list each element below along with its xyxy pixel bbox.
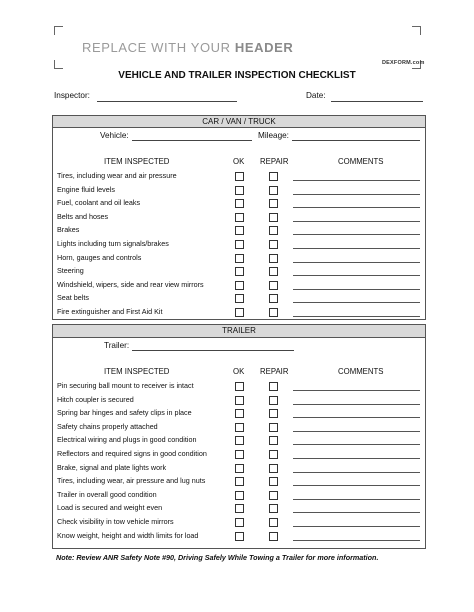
item-label: Engine fluid levels [57, 184, 115, 194]
repair-checkbox[interactable] [269, 423, 278, 432]
comment-field[interactable] [293, 526, 420, 527]
ok-checkbox[interactable] [235, 436, 244, 445]
page-title: VEHICLE AND TRAILER INSPECTION CHECKLIST [118, 70, 356, 81]
item-label: Tires, including wear, air pressure and lug nuts [57, 476, 206, 486]
repair-checkbox[interactable] [269, 308, 278, 317]
repair-checkbox[interactable] [269, 226, 278, 235]
footer-note: Note: Review ANR Safety Note #90, Driving Safely While Towing a Trailer for more information. [56, 553, 379, 562]
item-label: Electrical wiring and plugs in good condition [57, 435, 197, 445]
comment-field[interactable] [293, 180, 420, 181]
comment-field[interactable] [293, 485, 420, 486]
ok-checkbox[interactable] [235, 199, 244, 208]
col-comments: COMMENTS [338, 367, 384, 376]
repair-checkbox[interactable] [269, 396, 278, 405]
comment-field[interactable] [293, 390, 420, 391]
comment-field[interactable] [293, 234, 420, 235]
comment-field[interactable] [293, 316, 420, 317]
col-comments: COMMENTS [338, 157, 384, 166]
comment-field[interactable] [293, 221, 420, 222]
comment-field[interactable] [293, 207, 420, 208]
ok-checkbox[interactable] [235, 281, 244, 290]
col-item-inspected: ITEM INSPECTED [104, 157, 170, 166]
comment-field[interactable] [293, 289, 420, 290]
comment-field[interactable] [293, 248, 420, 249]
ok-checkbox[interactable] [235, 213, 244, 222]
ok-checkbox[interactable] [235, 254, 244, 263]
item-label: Check visibility in tow vehicle mirrors [57, 517, 174, 526]
repair-checkbox[interactable] [269, 491, 278, 500]
trailer-field[interactable] [132, 350, 294, 351]
ok-checkbox[interactable] [235, 396, 244, 405]
col-repair: REPAIR [260, 367, 289, 376]
car-section-bar: CAR / VAN / TRUCK [53, 116, 425, 128]
repair-checkbox[interactable] [269, 382, 278, 391]
item-label: Trailer in overall good condition [57, 489, 157, 499]
item-label: Tires, including wear and air pressure [57, 171, 177, 180]
item-label: Windshield, wipers, side and rear view mirrors [57, 279, 204, 289]
col-ok: OK [233, 367, 245, 376]
ok-checkbox[interactable] [235, 294, 244, 303]
mileage-field[interactable] [292, 140, 420, 141]
ok-checkbox[interactable] [235, 409, 244, 418]
comment-field[interactable] [293, 540, 420, 541]
corner-mark [54, 60, 63, 69]
comment-field[interactable] [293, 262, 420, 263]
item-label: Know weight, height and width limits for load [57, 530, 199, 540]
item-label: Seat belts [57, 293, 89, 303]
repair-checkbox[interactable] [269, 240, 278, 249]
repair-checkbox[interactable] [269, 186, 278, 195]
comment-field[interactable] [293, 194, 420, 195]
ok-checkbox[interactable] [235, 477, 244, 486]
trailer-section-bar: TRAILER [53, 325, 425, 338]
comment-field[interactable] [293, 444, 420, 445]
repair-checkbox[interactable] [269, 172, 278, 181]
trailer-label: Trailer: [104, 341, 130, 350]
ok-checkbox[interactable] [235, 240, 244, 249]
ok-checkbox[interactable] [235, 504, 244, 513]
date-field[interactable] [331, 101, 423, 102]
item-label: Hitch coupler is secured [57, 394, 134, 404]
repair-checkbox[interactable] [269, 267, 278, 276]
corner-mark [54, 26, 63, 35]
col-item-inspected: ITEM INSPECTED [104, 367, 170, 376]
ok-checkbox[interactable] [235, 172, 244, 181]
col-ok: OK [233, 157, 245, 166]
repair-checkbox[interactable] [269, 213, 278, 222]
repair-checkbox[interactable] [269, 518, 278, 527]
item-label: Safety chains properly attached [57, 421, 158, 431]
repair-checkbox[interactable] [269, 504, 278, 513]
ok-checkbox[interactable] [235, 518, 244, 527]
mileage-label: Mileage: [258, 131, 289, 140]
item-label: Pin securing ball mount to receiver is intact [57, 381, 194, 390]
repair-checkbox[interactable] [269, 409, 278, 418]
repair-checkbox[interactable] [269, 464, 278, 473]
corner-mark [412, 26, 421, 35]
repair-checkbox[interactable] [269, 199, 278, 208]
ok-checkbox[interactable] [235, 267, 244, 276]
repair-checkbox[interactable] [269, 294, 278, 303]
item-label: Load is secured and weight even [57, 503, 163, 513]
repair-checkbox[interactable] [269, 532, 278, 541]
ok-checkbox[interactable] [235, 226, 244, 235]
repair-checkbox[interactable] [269, 281, 278, 290]
item-label: Belts and hoses [57, 211, 109, 221]
comment-field[interactable] [293, 404, 420, 405]
comment-field[interactable] [293, 417, 420, 418]
comment-field[interactable] [293, 499, 420, 500]
comment-field[interactable] [293, 458, 420, 459]
item-label: Steering [57, 266, 84, 276]
ok-checkbox[interactable] [235, 464, 244, 473]
comment-field[interactable] [293, 512, 420, 513]
item-label: Lights including turn signals/brakes [57, 239, 169, 248]
comment-field[interactable] [293, 431, 420, 432]
repair-checkbox[interactable] [269, 254, 278, 263]
vehicle-label: Vehicle: [100, 131, 129, 140]
comment-field[interactable] [293, 472, 420, 473]
repair-checkbox[interactable] [269, 477, 278, 486]
inspector-field[interactable] [97, 101, 237, 102]
repair-checkbox[interactable] [269, 436, 278, 445]
date-label: Date: [306, 91, 326, 100]
ok-checkbox[interactable] [235, 186, 244, 195]
ok-checkbox[interactable] [235, 382, 244, 391]
ok-checkbox[interactable] [235, 423, 244, 432]
ok-checkbox[interactable] [235, 308, 244, 317]
comment-field[interactable] [293, 302, 420, 303]
ok-checkbox[interactable] [235, 532, 244, 541]
ok-checkbox[interactable] [235, 491, 244, 500]
col-repair: REPAIR [260, 157, 289, 166]
comment-field[interactable] [293, 275, 420, 276]
item-label: Fuel, coolant and oil leaks [57, 198, 141, 208]
header-placeholder-text: REPLACE WITH YOUR HEADER [82, 40, 294, 55]
item-label: Brakes [57, 225, 80, 235]
item-label: Fire extinguisher and First Aid Kit [57, 307, 163, 316]
item-label: Reflectors and required signs in good condition [57, 449, 207, 458]
ok-checkbox[interactable] [235, 450, 244, 459]
inspector-label: Inspector: [54, 91, 90, 100]
brand-label: DEXFORM.com [382, 60, 425, 66]
vehicle-field[interactable] [132, 140, 252, 141]
repair-checkbox[interactable] [269, 450, 278, 459]
item-label: Spring bar hinges and safety clips in place [57, 408, 192, 418]
item-label: Horn, gauges and controls [57, 252, 142, 262]
item-label: Brake, signal and plate lights work [57, 462, 167, 472]
